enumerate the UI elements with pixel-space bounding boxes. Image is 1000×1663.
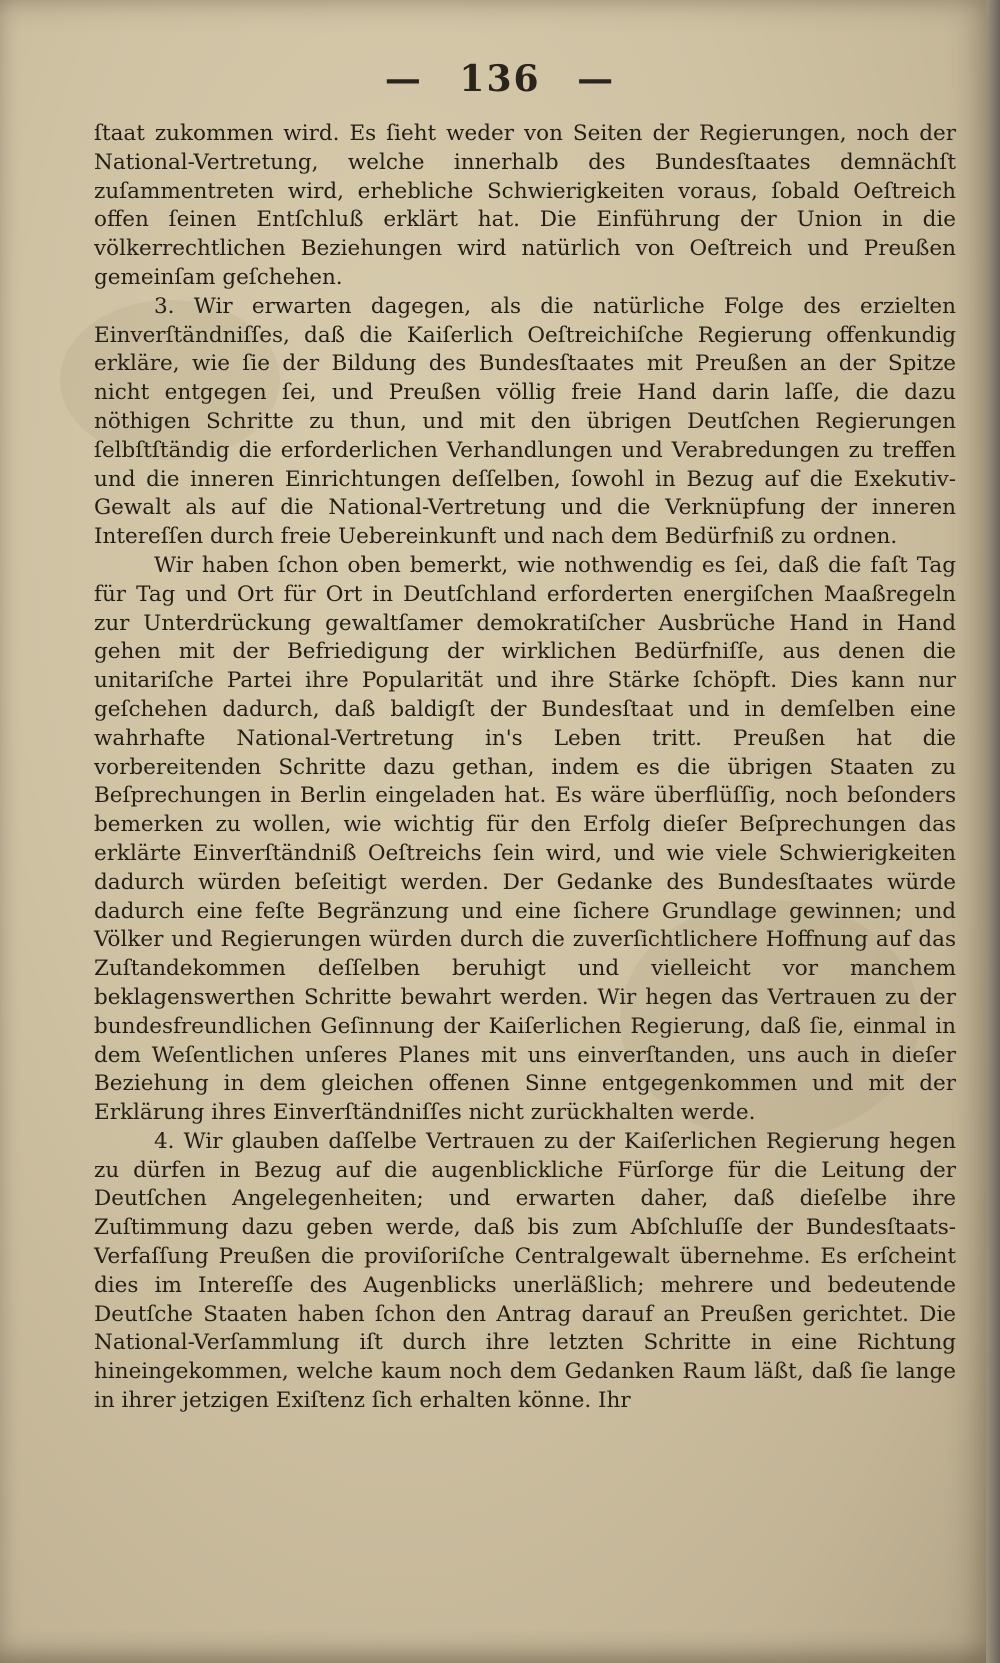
page-number: 136 (459, 58, 541, 100)
book-spine-edge (986, 0, 1000, 1663)
paragraph-3: Wir haben ſchon oben bemerkt, wie nothwendig es ſei, daß die faſt Tag für Tag und Ort für Ort in Deutſchland erforderten energiſchen Maaßregeln zur Unterdrückung gewaltſamer demokratiſcher Ausbrüche Hand in Hand gehen mit der Befriedigung der wirklichen Bedürfniſſe, aus denen die unitariſche Partei ihre Popularität und ihre Stärke ſchöpft. Dies kann nur geſchehen dadurch, daß baldigſt der Bundesſtaat und in demſelben eine wahrhafte National-Vertretung in's Leben tritt. Preußen hat die vorbereitenden Schritte dazu gethan, indem es die übrigen Staaten zu Beſprechungen in Berlin eingeladen hat. Es wäre überflüſſig, noch beſonders bemerken zu wollen, wie wichtig für den Erfolg dieſer Beſprechungen das erklärte Einverſtändniß Oeſtreichs ſein wird, und wie viele Schwierigkeiten dadurch würden beſeitigt werden. Der Gedanke des Bundesſtaates würde dadurch eine feſte Begränzung und eine ſichere Grundlage gewinnen; und Völker und Regierungen würden durch die zuverſichtlichere Hoffnung auf das Zuſtandekommen deſſelben beruhigt und vielleicht vor manchem beklagenswerthen Schritte bewahrt werden. Wir hegen das Vertrauen zu der bundesfreundlichen Geſinnung der Kaiſerlichen Regierung, daß ſie, einmal in dem Weſentlichen unſeres Planes mit uns einverſtanden, uns auch in dieſer Beziehung in dem gleichen offenen Sinne entgegenkommen und mit der Erklärung ihres Einverſtändniſſes nicht zurückhalten werde. (94, 552, 956, 1126)
paragraph-2: 3. Wir erwarten dagegen, als die natürliche Folge des erzielten Einverſtändniſſes, daß die Kaiſerlich Oeſtreichiſche Regierung offenkundig erkläre, wie ſie der Bildung des Bundesſtaates mit Preußen an der Spitze nicht entgegen ſei, und Preußen völlig freie Hand darin laſſe, die dazu nöthigen Schritte zu thun, und mit den übrigen Deutſchen Regierungen ſelbſtſtändig die erforderlichen Verhandlungen und Verabredungen zu treffen und die inneren Einrichtungen deſſelben, ſowohl in Bezug auf die Exekutiv-Gewalt als auf die National-Vertretung und die Verknüpfung der inneren Intereſſen durch freie Uebereinkunft und nach dem Bedürfniß zu ordnen. (94, 293, 956, 550)
paragraph-4: 4. Wir glauben daſſelbe Vertrauen zu der Kaiſerlichen Regierung hegen zu dürfen in Bezug auf die augenblickliche Fürſorge für die Leitung der Deutſchen Angelegenheiten; und erwarten daher, daß dieſelbe ihre Zuſtimmung dazu geben werde, daß bis zum Abſchluſſe der Bundesſtaats-Verfaſſung Preußen die proviſoriſche Centralgewalt übernehme. Es erſcheint dies im Intereſſe des Augenblicks unerläßlich; mehrere und bedeutende Deutſche Staaten haben ſchon den Antrag darauf an Preußen gerichtet. Die National-Verſammlung iſt durch ihre letzten Schritte in eine Richtung hineingekommen, welche kaum noch dem Gedanken Raum läßt, daß ſie lange in ihrer jetzigen Exiſtenz ſich erhalten könne. Ihr (94, 1128, 956, 1414)
header-dash-left: — (384, 58, 423, 100)
paragraph-1: ſtaat zukommen wird. Es ſieht weder von Seiten der Regierungen, noch der National-Vertretung, welche innerhalb des Bundesſtaates demnächſt zuſammentreten wird, erhebliche Schwierigkeiten voraus, ſobald Oeſtreich offen ſeinen Entſchluß erklärt hat. Die Einführung der Union in die völkerrechtlichen Beziehungen wird natürlich von Oeſtreich und Preußen gemeinſam geſchehen. (94, 121, 956, 290)
body-text (94, 120, 956, 1416)
page-header (0, 58, 1000, 100)
header-dash-right: — (577, 58, 616, 100)
